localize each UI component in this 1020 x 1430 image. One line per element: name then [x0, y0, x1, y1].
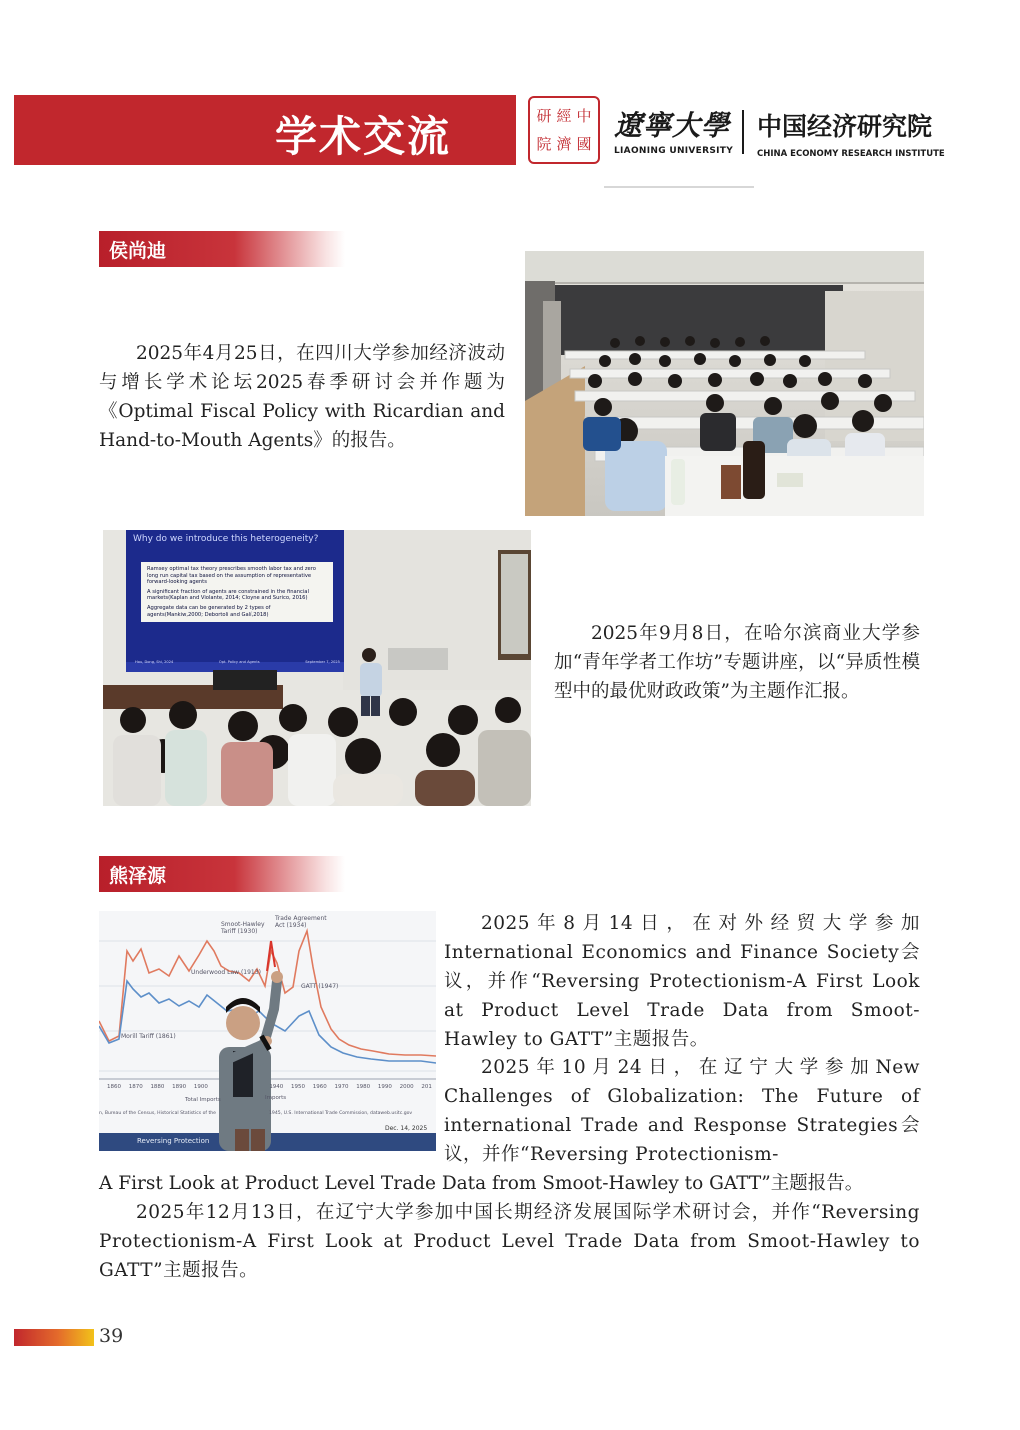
university-name-cn: 遼寧大學: [614, 109, 731, 142]
x-tick: 1950: [291, 1084, 306, 1090]
activity-paragraph-tail: A First Look at Product Level Trade Data from Smoot-Hawley to GATT”主题报告。: [99, 1173, 864, 1194]
x-tick: 1860: [107, 1084, 121, 1090]
x-tick: 2000: [399, 1084, 414, 1090]
activity-paragraph: 2025年4月25日，在四川大学参加经济波动与增长学术论坛2025春季研讨会并作题为《Optimal Fiscal Policy with Ricardian and Hand-to-Mouth Agents》的报告。: [99, 343, 505, 451]
institute-name-cn: 中国经济研究院: [757, 112, 933, 141]
activity-paragraph: 2025年12月13日，在辽宁大学参加中国长期经济发展国际学术研讨会，并作“Reversing Protectionism-A First Look at Product Level Trade Data from Smoot-Hawley to GATT”主题报告。: [99, 1202, 920, 1281]
activity-paragraph: 2025年9月8日，在哈尔滨商业大学参加“青年学者工作坊”专题讲座，以“异质性模型中的最优财政政策”为主题作汇报。: [554, 623, 920, 702]
x-tick: 1940: [269, 1084, 284, 1090]
page-number: 39: [99, 1325, 124, 1347]
x-tick: 1970: [334, 1084, 349, 1090]
seal-char: 院: [536, 135, 552, 153]
annotation-morill: Morill Tariff (1861): [121, 1033, 176, 1040]
university-name-en: LIAONING UNIVERSITY: [614, 146, 734, 156]
person-name: 熊泽源: [109, 865, 167, 887]
activity-paragraph-wrap-start: [444, 1053, 920, 1169]
source-note-right: 1945, U.S. International Trade Commission, dataweb.usitc.gov: [269, 1111, 413, 1116]
slide-footer: [135, 660, 340, 664]
x-tick: 201: [421, 1084, 432, 1090]
institute-logo: [757, 107, 945, 159]
photo-seminar-audience: [525, 251, 924, 516]
slide-footer-mid: Opt. Policy and Agents: [218, 660, 260, 664]
annotation-gatt: GATT (1947): [301, 983, 339, 990]
seal-char: 濟: [556, 135, 572, 153]
section-title: 学术交流: [275, 112, 452, 161]
slide-footer-right: September 7, 2025: [305, 660, 340, 664]
slide-footer-title: Reversing Protection: [137, 1137, 210, 1145]
seal-char: 中: [576, 107, 592, 125]
slide-bullet: Ramsey optimal tax theory prescribes smooth labor tax and zero long run capital tax based on the assumption of representative forward-looking agents: [147, 566, 316, 586]
slide-bullet: A significant fraction of agents are constrained in the financial markets(Kaplan and Violante, 2014; Cloyne and Surico, 2016): [147, 588, 309, 602]
university-logo: [614, 104, 740, 156]
slide-bullets: [141, 562, 333, 622]
projected-slide: [133, 534, 340, 664]
seminar-audience-illustration: [525, 251, 924, 516]
x-tick: 1890: [172, 1084, 187, 1090]
footer-accent-bar: [14, 1329, 94, 1346]
slide-bullet: Aggregate data can be generated by 2 types of agents(Mankiw,2000; Debortoli and Galí,2018): [147, 604, 271, 618]
x-tick: 1980: [356, 1084, 371, 1090]
x-tick: 1870: [128, 1084, 143, 1090]
logo-divider: [742, 110, 744, 154]
legend-total-imports: Total Imports: [185, 1097, 221, 1103]
slide-title: Why do we introduce this heterogeneity?: [133, 534, 319, 544]
activity-paragraph-wrap-tail: [99, 1169, 920, 1198]
photo-lecture-slide: [103, 530, 531, 806]
activity-paragraph-head: 2025年10月24日，在辽宁大学参加New Challenges of Globalization: The Future of international Trade and Response Strategies会议，并作“Reversing Protectionism-: [444, 1057, 920, 1165]
x-tick: 1880: [150, 1084, 165, 1090]
legend-imports: Imports: [265, 1095, 287, 1101]
seal-char: 研: [536, 107, 552, 125]
source-note-left: n, Bureau of the Census, Historical Statistics of the: [99, 1111, 217, 1116]
seal-char: 國: [576, 135, 592, 153]
annotation-trade-agreement: Trade Agreement Act (1934): [275, 915, 327, 929]
x-tick: 1990: [377, 1084, 392, 1090]
x-tick: 1900: [193, 1084, 208, 1090]
section-label-xiong: [99, 856, 345, 892]
x-tick: 1960: [312, 1084, 327, 1090]
trade-chart-slide-illustration: [99, 911, 436, 1151]
slide-footer-left: Hou, Dong, Shi, 2024: [135, 660, 174, 664]
section-label-hou: [99, 231, 345, 267]
person-name: 侯尚迪: [109, 240, 167, 262]
header-divider: [604, 186, 754, 188]
activity-paragraph: 2025年8月14日，在对外经贸大学参加International Economics and Finance Society会议，并作“Reversing Protectionism-A First Look at Product Level Trade Data from Smoot-Hawley to GATT”主题报告。: [444, 913, 920, 1050]
annotation-smoot-hawley: Smoot-Hawley Tariff (1930): [221, 921, 265, 935]
annotation-underwood: Underwood Law (1913): [191, 969, 261, 976]
seal-char: 經: [556, 107, 572, 125]
slide-date: Dec. 14, 2025: [385, 1125, 428, 1132]
institute-seal-logo: [528, 96, 600, 164]
photo-trade-presentation: [99, 911, 436, 1151]
institute-name-en: CHINA ECONOMY RESEARCH INSTITUTE: [757, 149, 945, 159]
